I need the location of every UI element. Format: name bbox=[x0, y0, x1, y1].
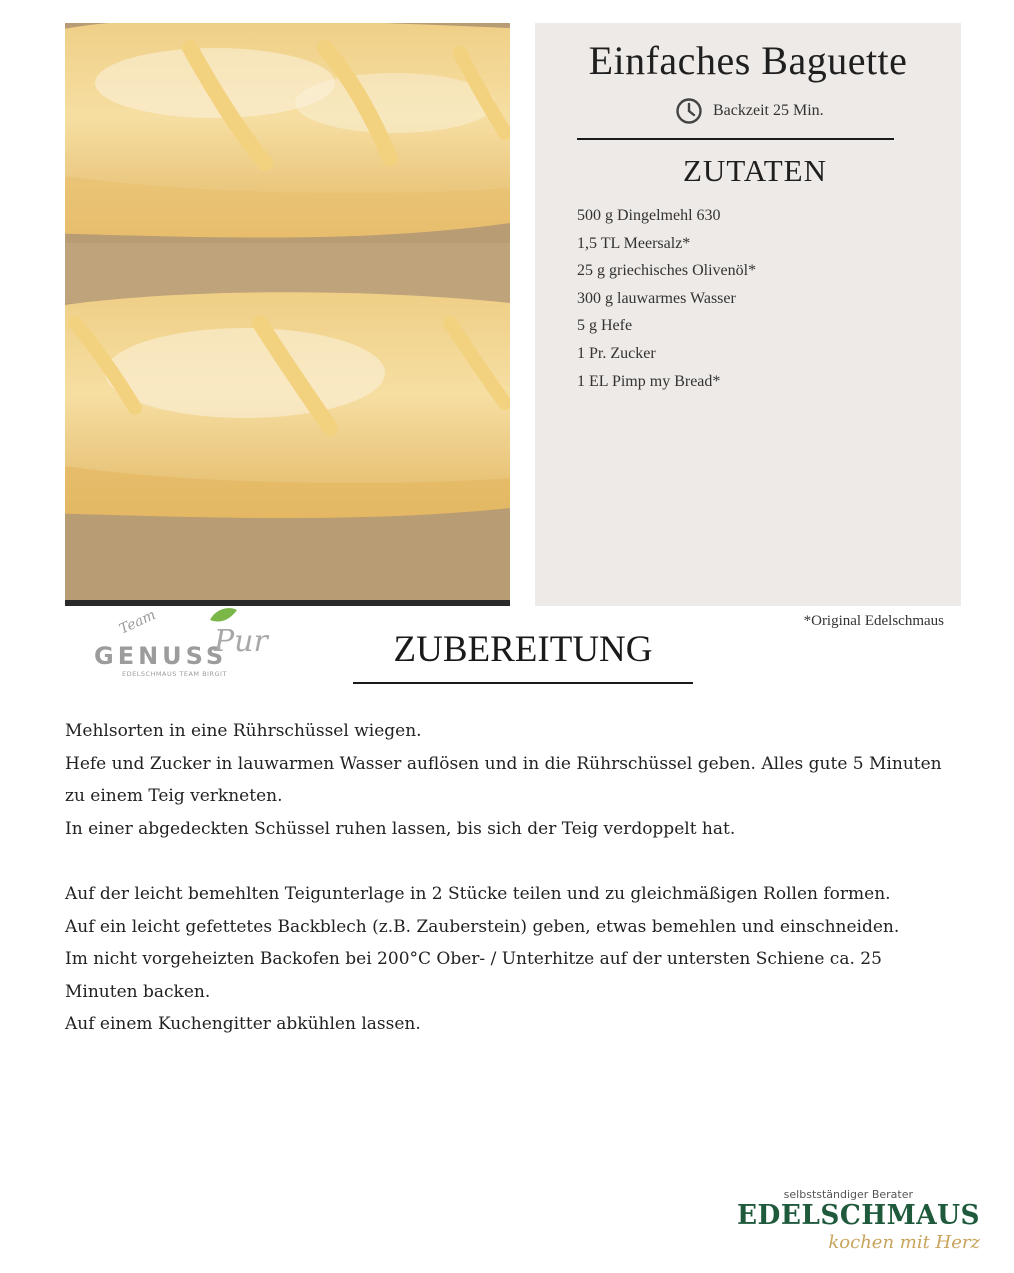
ingredient-item: 1 Pr. Zucker bbox=[577, 344, 656, 362]
recipe-card bbox=[535, 23, 961, 606]
ingredient-item: 500 g Dingelmehl 630 bbox=[577, 207, 721, 224]
footnote: *Original Edelschmaus bbox=[803, 613, 944, 629]
logo-tagline-top: selbstständiger Berater bbox=[783, 1188, 913, 1201]
bake-time-label: Backzeit 25 Min. bbox=[713, 102, 824, 119]
edelschmaus-logo bbox=[735, 1180, 990, 1265]
ingredients-heading: ZUTATEN bbox=[683, 153, 827, 188]
leaf-icon bbox=[210, 608, 237, 621]
logo-team-text: Team bbox=[116, 606, 159, 638]
step-text: Im nicht vorgeheizten Backofen bei 200°C Ober- / Unterhitze auf der untersten Schiene ca. 25 Minuten backen. bbox=[65, 949, 882, 1002]
logo-tagline-bottom: kochen mit Herz bbox=[828, 1232, 980, 1253]
step-text: Auf einem Kuchengitter abkühlen lassen. bbox=[65, 1014, 421, 1035]
step-text: Auf der leicht bemehlten Teigunterlage in 2 Stücke teilen und zu gleichmäßigen Rollen formen. bbox=[65, 883, 891, 904]
step-text: Hefe und Zucker in lauwarmen Wasser auflösen und in die Rührschüssel geben. Alles gute 5 Minuten zu einem Teig verkneten. bbox=[65, 753, 942, 807]
step-text: Auf ein leicht gefettetes Backblech (z.B. Zauberstein) geben, etwas bemehlen und einschneiden. bbox=[65, 916, 900, 937]
logo-subline: EDELSCHMAUS TEAM BIRGIT bbox=[122, 670, 227, 678]
ingredient-item: 1 EL Pimp my Bread* bbox=[577, 372, 721, 390]
team-genuss-pur-logo bbox=[92, 606, 292, 682]
preparation-heading: ZUBEREITUNG bbox=[393, 629, 653, 670]
ingredients-list bbox=[577, 205, 756, 398]
divider bbox=[353, 682, 693, 684]
preparation-steps bbox=[65, 715, 945, 1041]
step-text: In einer abgedeckten Schüssel ruhen lassen, bis sich der Teig verdoppelt hat. bbox=[65, 818, 736, 839]
divider bbox=[577, 138, 894, 140]
logo-brand-name: EDELSCHMAUS bbox=[737, 1200, 980, 1231]
ingredient-item: 5 g Hefe bbox=[577, 317, 633, 335]
ingredient-item: 25 g griechisches Olivenöl* bbox=[577, 262, 757, 280]
logo-pur-text: Pur bbox=[214, 624, 268, 659]
baguette-photo bbox=[65, 23, 510, 606]
clock-icon bbox=[675, 97, 703, 125]
logo-genuss-text: GENUSS bbox=[94, 642, 228, 670]
step-text: Mehlsorten in eine Rührschüssel wiegen. bbox=[65, 721, 422, 741]
ingredient-item: 300 g lauwarmes Wasser bbox=[577, 289, 736, 307]
recipe-title: Einfaches Baguette bbox=[588, 38, 908, 83]
bake-time bbox=[675, 97, 824, 125]
ingredient-item: 1,5 TL Meersalz* bbox=[577, 234, 691, 252]
